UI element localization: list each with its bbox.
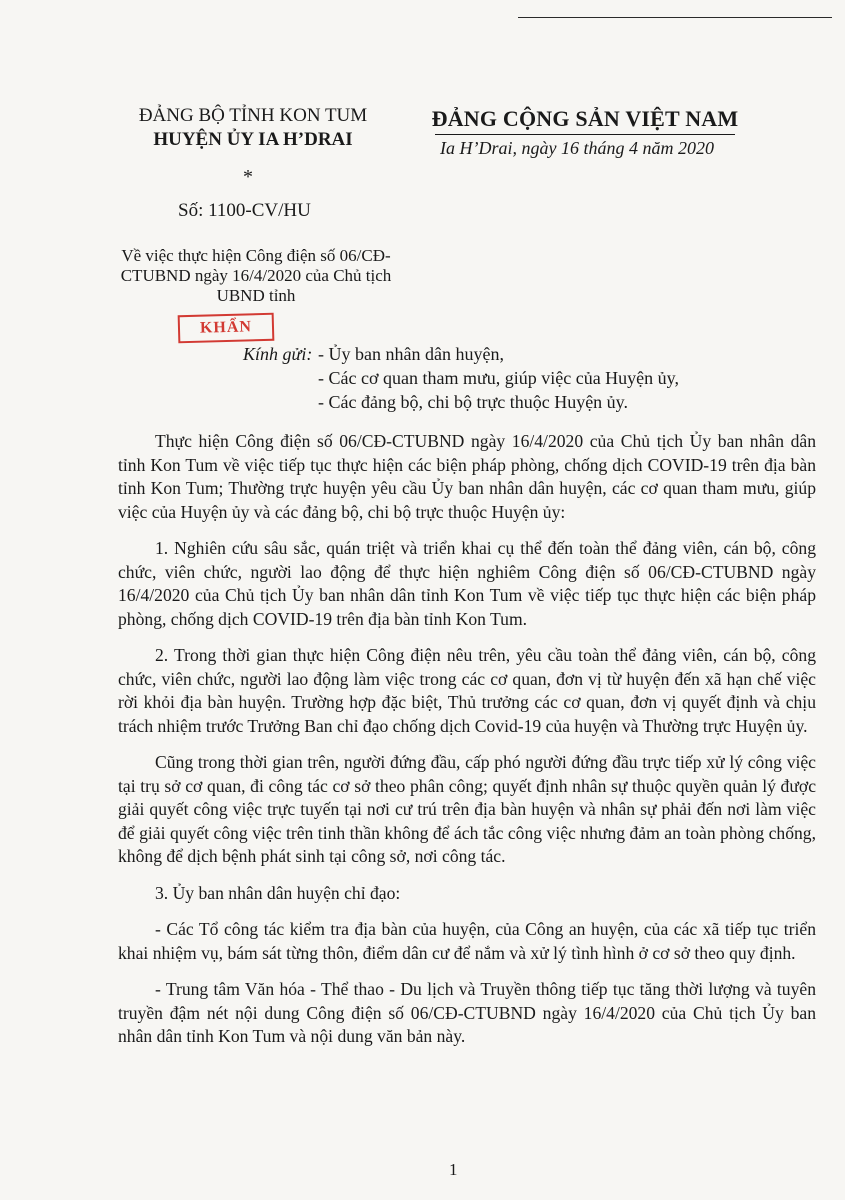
district-committee-name: HUYỆN ỦY IA H’DRAI [153,129,353,150]
recipient-item: - Các cơ quan tham mưu, giúp việc của Huyện ủy, [318,368,680,388]
national-title-block [420,104,750,135]
body-paragraph: - Trung tâm Văn hóa - Thể thao - Du lịch và Truyền thông tiếp tục tăng thời lượng và tuyên truyền đậm nét nội dung Công điện số 06/CĐ-CTUBND ngày 16/4/2020 của Chủ tịch Ủy ban nhân dân tỉnh Kon Tum và nội dung văn bản này. [118,979,816,1046]
body-paragraph: Thực hiện Công điện số 06/CĐ-CTUBND ngày 16/4/2020 của Chủ tịch Ủy ban nhân dân tỉnh Kon Tum về việc tiếp tục thực hiện các biện pháp phòng, chống dịch COVID-19 trên địa bàn tỉnh Kon Tum; Thường trực huyện yêu cầu Ủy ban nhân dân huyện, các cơ quan tham mưu, giúp việc của Huyện ủy và các đảng bộ, chi bộ trực thuộc Huyện ủy: [118,431,816,522]
document-body [118,430,816,1062]
page-number: 1 [449,1160,458,1179]
party-committee-name: ĐẢNG BỘ TỈNH KON TUM [138,105,368,126]
header-star: * [243,166,253,188]
body-paragraph: Cũng trong thời gian trên, người đứng đầu, cấp phó người đứng đầu trực tiếp xử lý công việc tại trụ sở cơ quan, đi công tác cơ sở theo phân công; quyết định nhân sự thuộc quyền quản lý được giải quyết công việc trực tuyến tại nơi cư trú trên địa bàn huyện và nhân sự phải đến nơi làm việc để giải quyết công việc trên tinh thần không để ách tắc công việc nhưng đảm an toàn phòng chống, không để dịch bệnh phát sinh tại công sở, nơi công tác. [118,752,816,866]
place-date: Ia H’Drai, ngày 16 tháng 4 năm 2020 [440,138,714,158]
title-underline [435,134,735,135]
recipient-item: - Các đảng bộ, chi bộ trực thuộc Huyện ủy. [318,392,629,412]
national-title: ĐẢNG CỘNG SẢN VIỆT NAM [431,106,739,131]
body-paragraph: 2. Trong thời gian thực hiện Công điện nêu trên, yêu cầu toàn thể đảng viên, cán bộ, công chức, viên chức, người lao động làm việc trong các cơ quan, đơn vị từ huyện đến xã hạn chế việc rời khỏi địa bàn huyện. Trường hợp đặc biệt, Thủ trưởng các cơ quan, đơn vị quyết định và chịu trách nhiệm trước Trưởng Ban chỉ đạo chống dịch Covid-19 của huyện và Thường trực Huyện ủy. [118,645,816,736]
urgent-stamp: KHẨN [178,313,275,344]
document-subject: Về việc thực hiện Công điện số 06/CĐ-CTUBND ngày 16/4/2020 của Chủ tịch UBND tỉnh [120,246,392,305]
recipients-label: Kính gửi: [243,344,313,364]
issuer-block [118,104,388,152]
body-paragraph: 1. Nghiên cứu sâu sắc, quán triệt và triển khai cụ thể đến toàn thể đảng viên, cán bộ, công chức, viên chức, người lao động để thực hiện nghiêm Công điện số 06/CĐ-CTUBND ngày 16/4/2020 của Chủ tịch Ủy ban nhân dân tỉnh Kon Tum về việc tiếp tục thực hiện các biện pháp phòng, chống dịch COVID-19 trên địa bàn tỉnh Kon Tum. [118,538,816,629]
document-number: Số: 1100-CV/HU [178,200,311,221]
body-paragraph: 3. Ủy ban nhân dân huyện chỉ đạo: [155,882,401,903]
recipient-item: - Ủy ban nhân dân huyện, [318,344,504,364]
recipients-block [243,342,680,412]
body-paragraph: - Các Tổ công tác kiểm tra địa bàn của huyện, của Công an huyện, của các xã tiếp tục triển khai nhiệm vụ, bám sát từng thôn, điểm dân cư để nắm và xử lý tình hình ở cơ sở theo quy định. [118,919,816,963]
top-rule [518,17,832,18]
